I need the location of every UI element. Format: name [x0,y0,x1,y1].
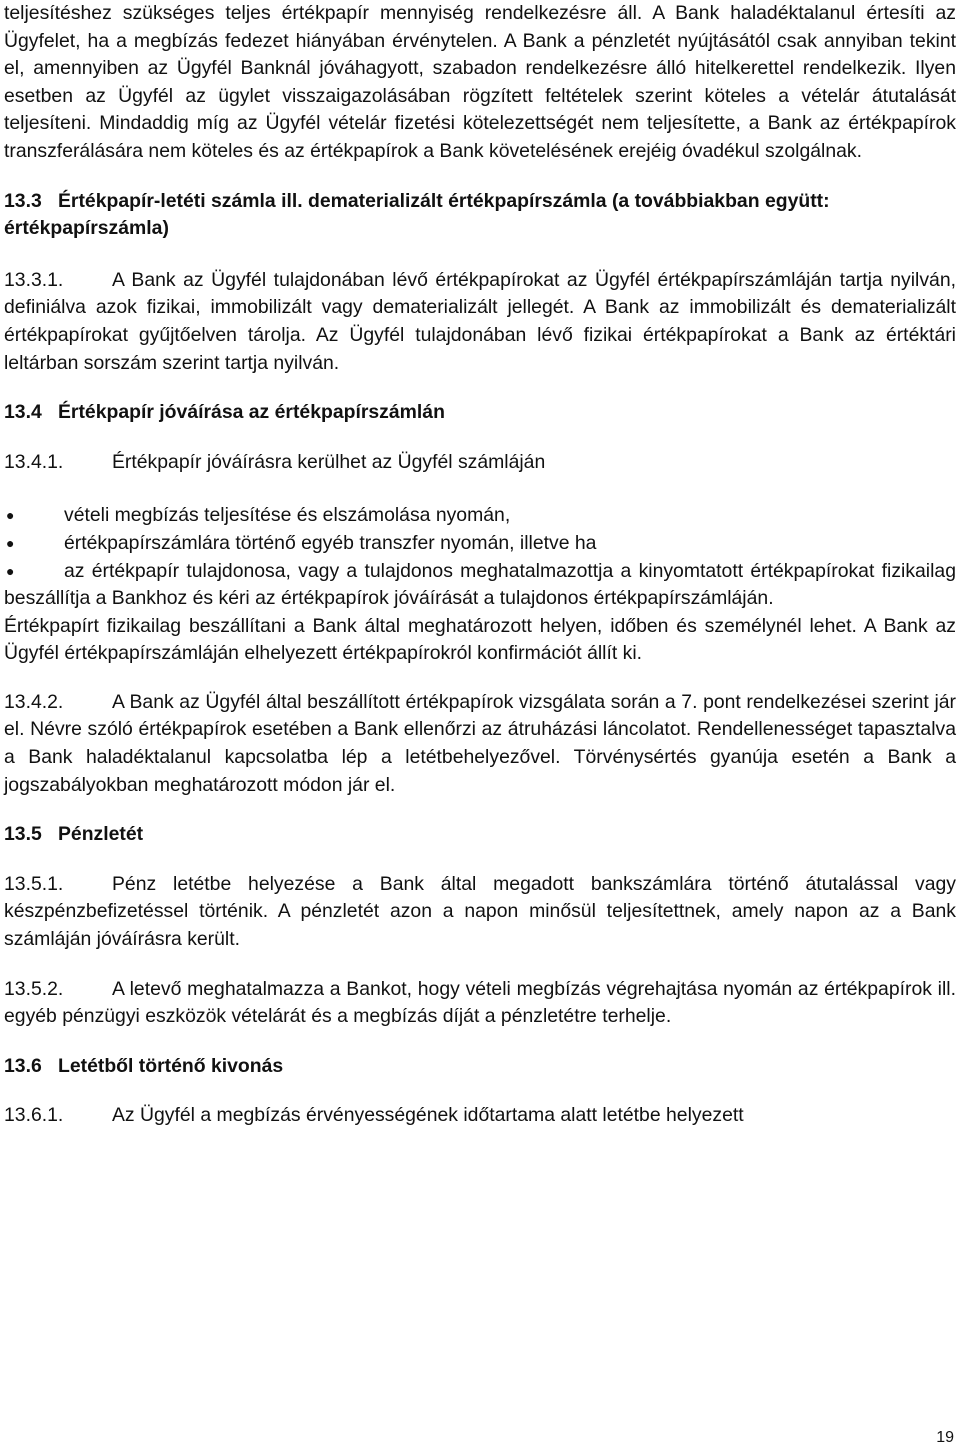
paragraph-13-5-1 [4,871,956,954]
heading-title: Értékpapír jóváírása az értékpapírszámlán [58,401,445,424]
paragraph-13-4-1-continued: Értékpapírt fizikailag beszállítani a Bank által meghatározott helyen, időben és személynél lehet. A Bank az Ügyfél értékpapírszámláján elhelyezett értékpapírokról konfirmációt állít ki. [4,614,956,665]
heading-title: Pénzletét [58,823,144,846]
paragraph-13-3-1 [4,267,956,377]
bullet-icon: ● [6,562,15,579]
heading-number: 13.6 [4,1054,42,1077]
paragraph-number: 13.3.1. [4,268,64,291]
heading-title: Letétből történő kivonás [58,1054,284,1077]
paragraph-13-4-2 [4,689,956,799]
list-item [4,558,956,613]
paragraph-text: Pénz letétbe helyezése a Bank által megadott bankszámlára történő átutalással vagy készpénzbefizetéssel történik. A pénzletét azon a napon minősül teljesítettnek, amely napon az a Bank számláján jóváírásra került. [4,872,956,951]
paragraph-text: Értékpapír jóváírásra kerülhet az Ügyfél számláján [112,450,546,473]
list-item-text: az értékpapír tulajdonosa, vagy a tulajdonos meghatalmazottja a kinyomtatott értékpapírokat fizikailag beszállítja a Bankhoz és kéri az értékpapírok jóváírását a tulajdonos értékpapírszámláján. [4,559,956,610]
paragraph-13-4-1 [4,449,956,477]
heading-13-4 [4,399,956,427]
paragraph-number: 13.4.2. [4,690,64,713]
paragraph-text: A letevő meghatalmazza a Bankot, hogy vételi megbízás végrehajtása nyomán az értékpapírok ill. egyéb pénzügyi eszközök vételárát és a megbízás díját a pénzletétre terhelje. [4,977,956,1028]
paragraph-13-5-2 [4,976,956,1031]
paragraph-text: Az Ügyfél a megbízás érvényességének időtartama alatt letétbe helyezett [112,1104,744,1127]
list-item-text: értékpapírszámlára történő egyéb transzfer nyomán, illetve ha [64,531,597,554]
paragraph-13-6-1 [4,1102,956,1130]
paragraph-number: 13.6.1. [4,1104,64,1127]
heading-13-5 [4,821,956,849]
heading-13-3 [4,188,956,243]
heading-number: 13.4 [4,401,42,424]
page-number: 19 [936,1429,954,1446]
bullet-icon: ● [6,507,15,524]
heading-13-6 [4,1053,956,1081]
list-item [4,530,956,558]
paragraph-lead: teljesítéshez szükséges teljes értékpapír mennyiség rendelkezésre áll. A Bank haladéktalanul értesíti az Ügyfelet, ha a megbízás fedezet hiányában érvénytelen. A Bank a pénzletét nyújtásától csak annyiban tekint el, amennyiben az Ügyfél Banknál jóváhagyott, szabadon rendelkezésre álló hitelkerettel rendelkezik. Ilyen esetben az Ügyfél az ügylet visszaigazolásában rögzített feltételek szerint köteles a vételár átutalását teljesíteni. Mindaddig míg az Ügyfél vételár fizetési kötelezettségét nem teljesítette, a Bank az értékpapírok transzferálására nem köteles és az értékpapírok a Bank követelésének erejéig óvadékul szolgálnak. [4,2,956,162]
paragraph-text: A Bank az Ügyfél tulajdonában lévő értékpapírokat az Ügyfél értékpapírszámláján tartja nyilván, definiálva azok fizikai, immobilizált vagy dematerializált jellegét. A Bank az immobilizált és dematerializált értékpapírokat gyűjtőelven tárolja. Az Ügyfél tulajdonában lévő fizikai értékpapírokat a Bank az értéktári leltárban sorszám szerint tartja nyilván. [4,268,956,374]
paragraph-number: 13.5.2. [4,977,64,1000]
paragraph-number: 13.4.1. [4,450,64,473]
heading-title: Értékpapír-letéti számla ill. dematerializált értékpapírszámla (a továbbiakban együtt: értékpapírszámla) [4,189,830,240]
heading-number: 13.3 [4,189,42,212]
heading-number: 13.5 [4,823,42,846]
list-item-text: vételi megbízás teljesítése és elszámolása nyomán, [64,504,511,527]
paragraph-number: 13.5.1. [4,872,64,895]
paragraph-text: A Bank az Ügyfél által beszállított értékpapírok vizsgálata során a 7. pont rendelkezései szerint jár el. Névre szóló értékpapírok esetében a Bank ellenőrzi az átruházási láncolatot. Rendellenességet tapasztalva a Bank haladéktalanul kapcsolatba lép a letétbehelyezővel. Törvénysértés gyanúja esetén a Bank a jogszabályokban meghatározott módon jár el. [4,690,956,796]
list-item [4,502,956,530]
bullet-icon: ● [6,534,15,551]
document-page [4,0,956,1130]
credit-conditions-list [4,502,956,612]
